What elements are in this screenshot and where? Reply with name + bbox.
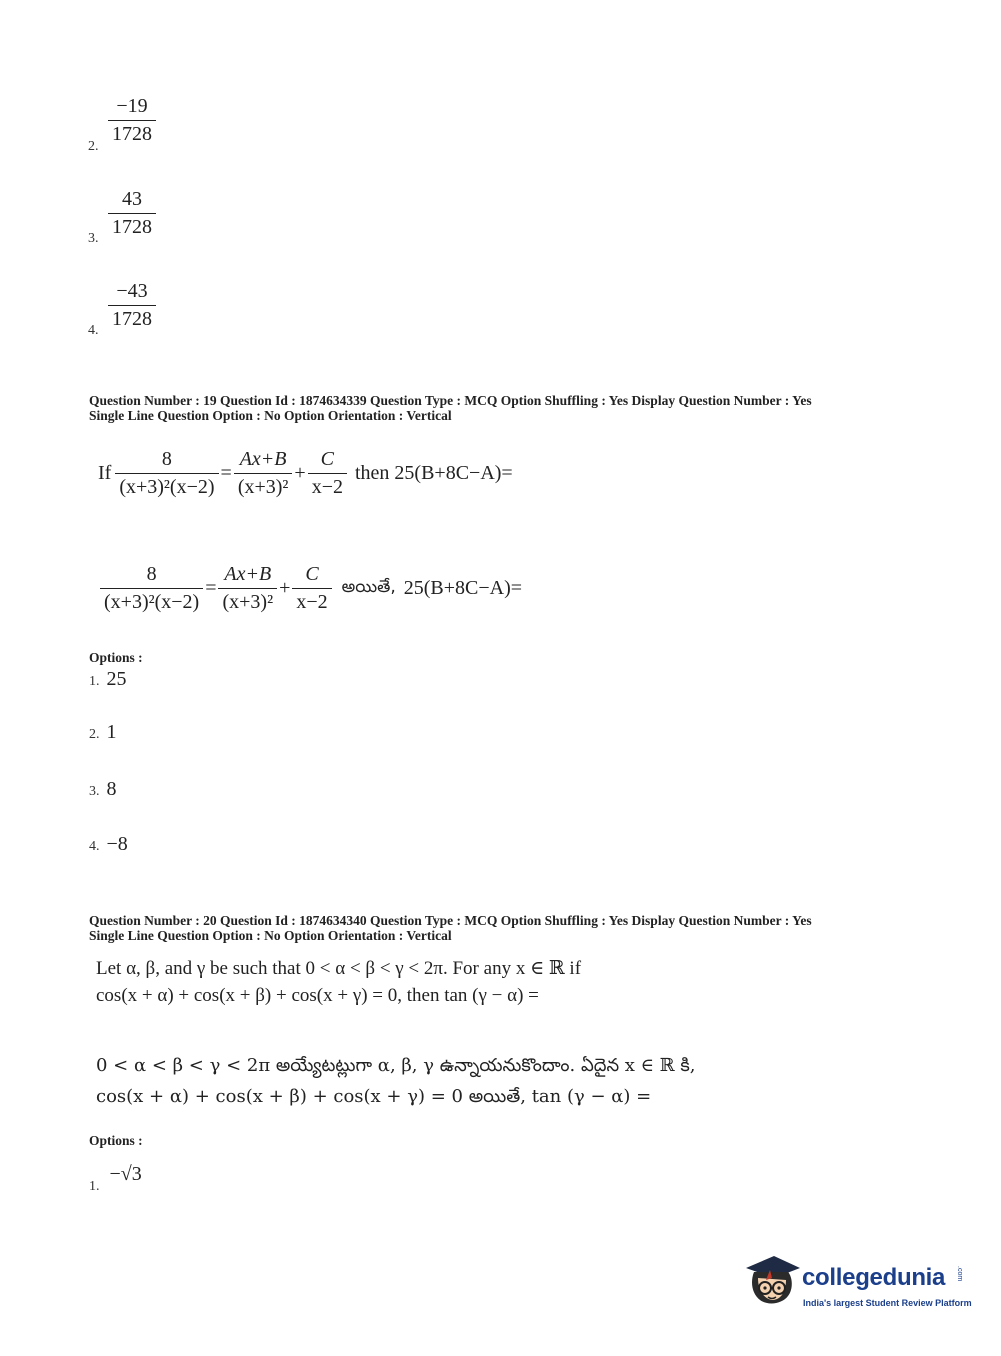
brand-tagline: India's largest Student Review Platform bbox=[803, 1298, 972, 1308]
option-value: −√3 bbox=[109, 1163, 142, 1185]
q20-option-1[interactable] bbox=[89, 1163, 142, 1194]
collegedunia-logo bbox=[742, 1248, 972, 1320]
q19-fraction-2 bbox=[234, 448, 293, 499]
brand-dotcom: .com bbox=[956, 1266, 963, 1282]
fraction-numerator: C bbox=[305, 563, 319, 585]
fraction-denominator: (x+3)² bbox=[218, 588, 277, 614]
q19-options-label: Options : bbox=[89, 650, 143, 665]
q19-option-1[interactable] bbox=[89, 668, 127, 691]
q19-meta-line1: Question Number : 19 Question Id : 1874634339 Question Type : MCQ Option Shuffling : Yes Display Question Number : Yes bbox=[89, 393, 812, 408]
option-number: 3. bbox=[88, 231, 99, 246]
q20-telugu-text bbox=[96, 1050, 696, 1112]
fraction-denominator: (x+3)²(x−2) bbox=[115, 473, 218, 499]
q20-meta-line1: Question Number : 20 Question Id : 1874634340 Question Type : MCQ Option Shuffling : Yes Display Question Number : Yes bbox=[89, 913, 812, 928]
q20-telugu-line2: cos(x + α) + cos(x + β) + cos(x + γ) = 0 అయితే, tan (γ − α) = bbox=[96, 1086, 652, 1107]
q19-option-2[interactable] bbox=[89, 721, 117, 744]
q20-english-line1: Let α, β, and γ be such that 0 < α < β < γ < 2π. For any x ∈ ℝ if bbox=[96, 958, 582, 979]
option-number: 3. bbox=[89, 784, 100, 799]
q19-te-fraction-2 bbox=[218, 563, 277, 614]
q19-english-tail: then 25(B+8C−A)= bbox=[354, 462, 513, 484]
option-fraction bbox=[108, 188, 156, 239]
option-value: −8 bbox=[106, 833, 128, 855]
q19-te-fraction-1 bbox=[100, 563, 203, 614]
fraction-numerator: 8 bbox=[146, 563, 157, 585]
q19-english-equation: If $\frac{8}{\text{(x+3)²(x−2)}}$ = $\frac{Ax+B}{\text{(x+3)²}}$ + $\frac{C}{x-2}$ then 25(B+8C−A)= bbox=[98, 448, 513, 498]
option-fraction bbox=[108, 95, 156, 146]
q19-fraction-3 bbox=[308, 448, 347, 499]
q20-english-line2: cos(x + α) + cos(x + β) + cos(x + γ) = 0, then tan (γ − α) = bbox=[96, 985, 539, 1006]
option-fraction bbox=[108, 280, 156, 331]
q19-te-fraction-3 bbox=[292, 563, 331, 614]
fraction-denominator: 1728 bbox=[108, 305, 156, 331]
fraction-denominator: (x+3)²(x−2) bbox=[100, 588, 203, 614]
option-value: 1 bbox=[106, 721, 117, 743]
fraction-denominator: 1728 bbox=[108, 213, 156, 239]
fraction-denominator: x−2 bbox=[292, 588, 331, 614]
fraction-numerator: Ax+B bbox=[224, 563, 272, 585]
option-value: 25 bbox=[106, 668, 127, 690]
q19-telugu-word: అయితే, bbox=[341, 576, 396, 597]
q19-meta-line2: Single Line Question Option : No Option Orientation : Vertical bbox=[89, 408, 452, 423]
q20-telugu-line1: 0 < α < β < γ < 2π అయ్యేటట్లుగా α, β, γ ఉన్నాయనుకొందాం. ఏదైన x ∈ ℝ కి, bbox=[96, 1055, 696, 1076]
brand-name: collegedunia bbox=[802, 1264, 946, 1291]
fraction-numerator: Ax+B bbox=[239, 448, 287, 470]
option-number: 2. bbox=[88, 139, 99, 154]
q20-meta-line2: Single Line Question Option : No Option Orientation : Vertical bbox=[89, 928, 452, 943]
q20-options-label: Options : bbox=[89, 1133, 143, 1148]
fraction-denominator: 1728 bbox=[108, 120, 156, 146]
option-number: 1. bbox=[89, 1179, 100, 1194]
q19-meta bbox=[89, 393, 812, 423]
option-value: 8 bbox=[106, 778, 117, 800]
q19-option-3[interactable] bbox=[89, 778, 117, 801]
fraction-denominator: (x+3)² bbox=[234, 473, 293, 499]
option-number: 4. bbox=[89, 839, 100, 854]
option-number: 2. bbox=[89, 727, 100, 742]
fraction-numerator: −43 bbox=[116, 280, 148, 302]
q20-meta bbox=[89, 913, 812, 943]
fraction-numerator: −19 bbox=[116, 95, 148, 117]
q19-telugu-tail: 25(B+8C−A)= bbox=[403, 577, 523, 599]
q19-if-text: If bbox=[98, 462, 112, 484]
fraction-numerator: 43 bbox=[122, 188, 142, 210]
mascot-icon bbox=[742, 1248, 802, 1312]
q20-english-text bbox=[96, 955, 581, 1009]
q19-option-4[interactable] bbox=[89, 833, 128, 856]
q19-telugu-equation: $\frac{8}{\text{(x+3)²(x−2)}}$ = $\frac{Ax+B}{\text{(x+3)²}}$ + $\frac{C}{x-2}$ అయితే, 25(B+8C−A)= bbox=[100, 563, 522, 614]
q19-fraction-1 bbox=[115, 448, 218, 499]
option-number: 4. bbox=[88, 323, 99, 338]
option-number: 1. bbox=[89, 674, 100, 689]
fraction-denominator: x−2 bbox=[308, 473, 347, 499]
fraction-numerator: 8 bbox=[161, 448, 172, 470]
fraction-numerator: C bbox=[320, 448, 335, 470]
